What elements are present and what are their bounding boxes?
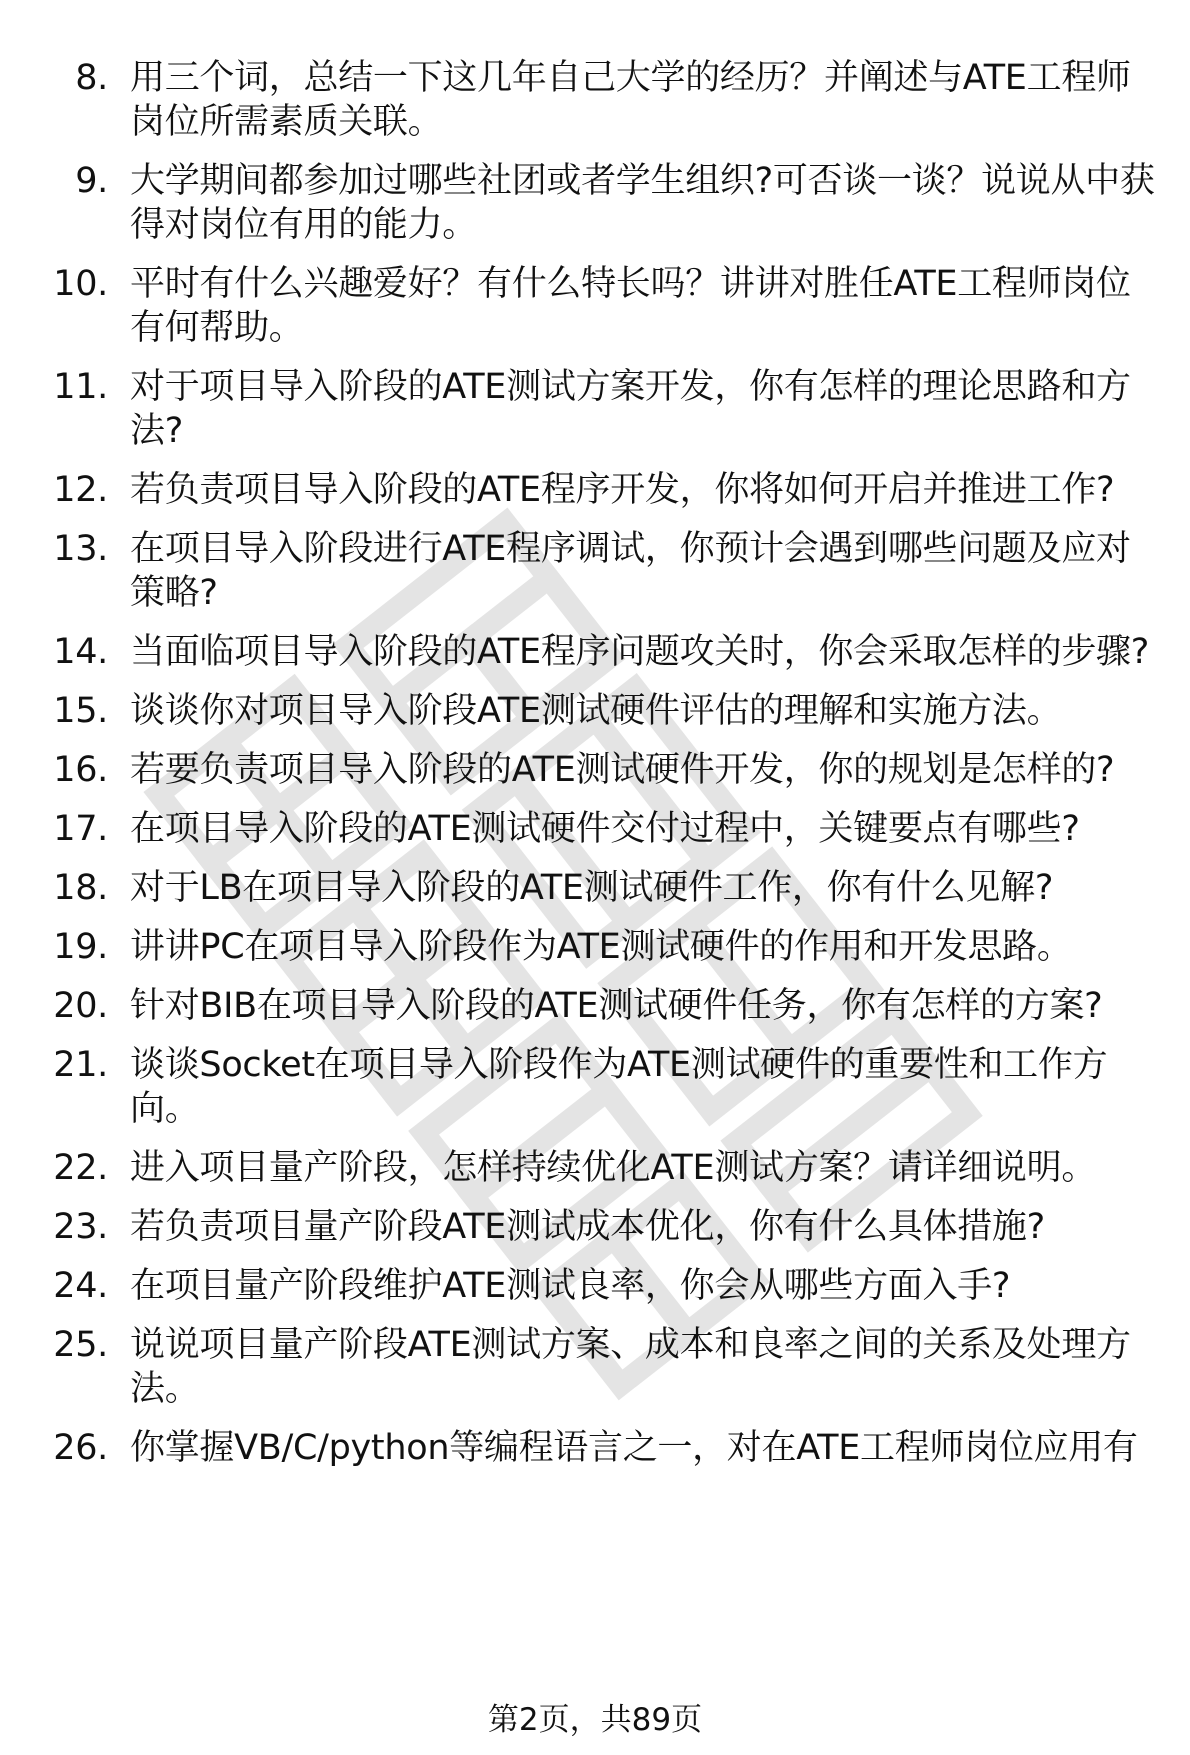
question-text: 若负责项目导入阶段的ATE程序开发，你将如何开启并推进工作? xyxy=(130,470,1115,510)
question-text: 若要负责项目导入阶段的ATE测试硬件开发，你的规划是怎样的? xyxy=(130,750,1115,790)
question-text: 在项目量产阶段维护ATE测试良率，你会从哪些方面入手? xyxy=(130,1266,1011,1306)
question-text: 平时有什么兴趣爱好？有什么特长吗？讲讲对胜任ATE工程师岗位有何帮助。 xyxy=(130,264,1131,348)
list-item xyxy=(0,807,1190,851)
list-item xyxy=(0,925,1190,969)
list-item xyxy=(0,468,1190,512)
question-text: 对于LB在项目导入阶段的ATE测试硬件工作，你有什么见解? xyxy=(130,868,1054,908)
question-number: 24. xyxy=(53,1266,108,1306)
question-number: 26. xyxy=(53,1428,108,1468)
question-number: 18. xyxy=(53,868,108,908)
question-number: 19. xyxy=(53,927,108,967)
question-text: 当面临项目导入阶段的ATE程序问题攻关时，你会采取怎样的步骤? xyxy=(130,632,1149,672)
question-number: 8. xyxy=(75,58,108,98)
list-item xyxy=(0,56,1190,144)
question-list xyxy=(0,56,1190,1485)
question-number: 20. xyxy=(53,986,108,1026)
question-number: 21. xyxy=(53,1045,108,1085)
list-item xyxy=(0,630,1190,674)
page-footer: 第2页，共89页 xyxy=(487,1702,703,1738)
question-text: 讲讲PC在项目导入阶段作为ATE测试硬件的作用和开发思路。 xyxy=(130,927,1072,967)
question-number: 23. xyxy=(53,1207,108,1247)
list-item xyxy=(0,1205,1190,1249)
question-text: 谈谈你对项目导入阶段ATE测试硬件评估的理解和实施方法。 xyxy=(130,691,1062,731)
list-item xyxy=(0,1264,1190,1308)
list-item xyxy=(0,1146,1190,1190)
question-text: 针对BIB在项目导入阶段的ATE测试硬件任务，你有怎样的方案? xyxy=(130,986,1103,1026)
question-number: 16. xyxy=(53,750,108,790)
list-item xyxy=(0,689,1190,733)
question-text: 用三个词，总结一下这几年自己大学的经历？并阐述与ATE工程师岗位所需素质关联。 xyxy=(130,58,1131,142)
question-number: 10. xyxy=(53,264,108,304)
question-text: 在项目导入阶段的ATE测试硬件交付过程中，关键要点有哪些? xyxy=(130,809,1080,849)
list-item xyxy=(0,527,1190,615)
question-number: 12. xyxy=(53,470,108,510)
question-number: 15. xyxy=(53,691,108,731)
question-number: 13. xyxy=(53,529,108,569)
question-number: 22. xyxy=(53,1148,108,1188)
question-text: 若负责项目量产阶段ATE测试成本优化，你有什么具体措施? xyxy=(130,1207,1045,1247)
question-number: 9. xyxy=(75,161,108,201)
list-item xyxy=(0,866,1190,910)
question-text: 进入项目量产阶段，怎样持续优化ATE测试方案？请详细说明。 xyxy=(130,1148,1097,1188)
question-text: 对于项目导入阶段的ATE测试方案开发，你有怎样的理论思路和方法? xyxy=(130,367,1131,451)
question-text: 在项目导入阶段进行ATE程序调试，你预计会遇到哪些问题及应对策略? xyxy=(130,529,1131,613)
question-text: 谈谈Socket在项目导入阶段作为ATE测试硬件的重要性和工作方向。 xyxy=(130,1045,1108,1129)
question-number: 11. xyxy=(53,367,108,407)
list-item xyxy=(0,365,1190,453)
list-item xyxy=(0,1043,1190,1131)
question-number: 25. xyxy=(53,1325,108,1365)
question-text: 你掌握VB/C/python等编程语言之一，对在ATE工程师岗位应用有 xyxy=(130,1428,1138,1468)
list-item xyxy=(0,1426,1190,1470)
question-text: 大学期间都参加过哪些社团或者学生组织?可否谈一谈？说说从中获得对岗位有用的能力。 xyxy=(130,161,1155,245)
list-item xyxy=(0,1323,1190,1411)
list-item xyxy=(0,748,1190,792)
list-item xyxy=(0,984,1190,1028)
question-text: 说说项目量产阶段ATE测试方案、成本和良率之间的关系及处理方法。 xyxy=(130,1325,1131,1409)
list-item xyxy=(0,159,1190,247)
question-number: 14. xyxy=(53,632,108,672)
list-item xyxy=(0,262,1190,350)
question-number: 17. xyxy=(53,809,108,849)
